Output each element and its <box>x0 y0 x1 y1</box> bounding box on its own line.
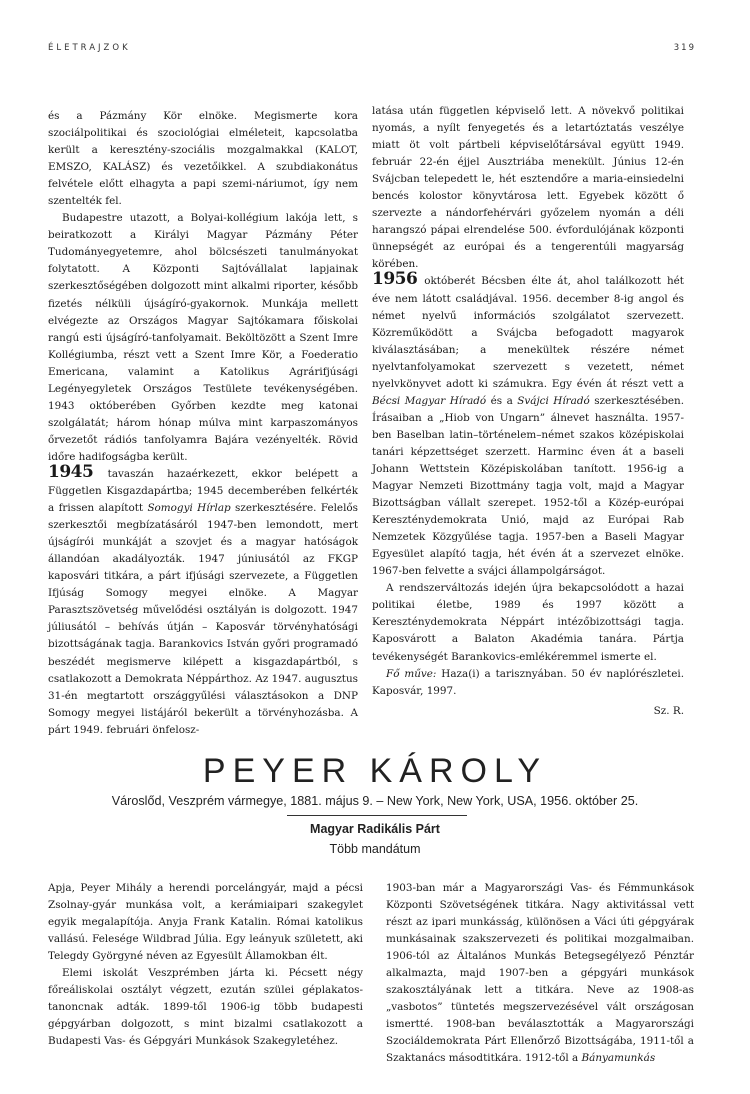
paragraph-text: és a <box>486 394 518 407</box>
paragraph: Apja, Peyer Mihály a herendi porcelángyár, majd a pécsi Zsolnay-gyár munkása volt, a kerámiaipari szakegylet egyik megalapítója. Anyja Frank Katalin. Római katolikus vallású. Felesége Wildbrad Júlia. Egy leányuk született, aki Telegdy Györgyné néven az Egyesült Államokban élt. <box>48 882 363 963</box>
year-initial: 1945 <box>48 461 94 482</box>
section-title: ÉLETRAJZOK <box>48 43 131 53</box>
newspaper-title: Svájci Híradó <box>517 394 590 407</box>
main-work-paragraph <box>372 666 684 700</box>
paragraph: latása után független képviselő lett. A növekvő politikai nyomás, a nyílt fenyegetés és a letartóztatás veszélye miatt öt volt pártbeli képviselőtársával együtt 1949. február 22-én éjjel Ausztriába menekült. Június 12-én Svájcban telepedett le, hét esztendőre a maria-einsiedelni bencés kolostor könyvtárosa lett. Egyebek között ő szervezte a nándorfehérvári győzelem nyomán a déli harangszó pápai elrendelése 500. évfordulójának központi ünnepségét az európai és a tengerentúli magyarság körében. <box>372 105 684 271</box>
entry-party: Magyar Radikális Párt <box>310 822 440 836</box>
year-initial: 1956 <box>372 269 418 290</box>
main-work-label: Fő műve: <box>386 667 437 680</box>
entry-left-column <box>48 880 363 1050</box>
paragraph: és a Pázmány Kör elnöke. Megismerte kora szociálpolitikai és szociológiai elméleteit, kapcsolatba került a keresztény-szociális mozgalmakkal (KALOT, EMSZO, KALÁSZ) és vezetőikkel. A szubdiakonátus felvétele előtt elhagyta a papi szemi-náriumot, így nem szentelték fel. <box>48 110 358 208</box>
newspaper-title: Bányamunkás <box>581 1052 656 1065</box>
paragraph-year-1956 <box>372 269 684 580</box>
paragraph: Elemi iskolát Veszprémben járta ki. Pécsett négy főreáliskolai osztályt végzett, ezután szülei géplakatos-tanoncnak adták. 1899-től 1906-ig több budapesti gépgyárban dolgozott, s mint bizalmi csatlakozott a Budapesti Vas- és Gépgyári Munkások Szakegyletéhez. <box>48 967 363 1048</box>
paragraph-text: Haza(i) a tarisznyában. 50 év naplórészletei. Kaposvár, 1997. <box>372 667 685 697</box>
author-signature: Sz. R. <box>653 704 684 717</box>
running-header <box>48 43 696 53</box>
paragraph-year-1945 <box>48 461 358 739</box>
entry-right-column <box>386 880 694 1068</box>
divider <box>287 815 467 816</box>
paragraph: Budapestre utazott, a Bolyai-kollégium lakója lett, s beiratkozott a Királyi Magyar Pázmány Péter Tudományegyetemre, ahol bölcsészeti tanulmányokat folytatott. A Központi Sajtóvállalat lapjainak szerkesztőségében dolgozott mint alkalmi riporter, később fizetés nélküli újságíró-gyakornok. Munkája mellett elvégezte az Országos Magyar Sajtókamara főiskolai rangú esti újságíró-tanfolyamait. Beköltözött a Szent Imre Kollégiumba, részt vett a Szent Imre Kör, a Foederatio Emericana, valamint a Katolikus Agrárifjúsági Legényegyletek Országos Testülete tevékenységében. 1943 októberében Győrben kezdte meg katonai szolgálatát; három hónap múlva mint karpaszományos őrvezetőt rádiós tanfolyamra Bajára vezényelték. Rövid időre hadifogságba került. <box>48 212 358 463</box>
newspaper-title: Bécsi Magyar Híradó <box>372 394 487 407</box>
paragraph-text: tavaszán hazaérkezett, ekkor belépett a Független Kisgazdapártba; 1945 decemberében felkérték a frissen alapított <box>48 467 358 515</box>
paragraph-text: szerkesztésére. Felelős szerkesztői megbízatásáról 1947-ben lemondott, mert újságírói munkáját a szovjet és a magyar hatóságok állandóan akadályozták. 1947 júniusától az FKGP kaposvári titkára, a párt ifjúsági szervezete, a Független Ifjúság Somogy megyei elnöke. A Magyar Parasztszövetség művelődési osztályán is dolgozott. 1947 júliusától – behívás útján – Kaposvár törvényhatósági bizottságának tagja. Barankovics István győri programadó beszédét megismerve kilépett a kisgazdapártból, s csatlakozott a Demokrata Néppárthoz. Az 1947. augusztus 31-én megtartott országgyűlési választásokon a DNP Somogy megyei listájáról bekerült a törvényhozásba. A párt 1949. februári önfelosz- <box>48 502 358 736</box>
entry-mandate: Több mandátum <box>329 842 421 856</box>
page-number: 319 <box>673 43 696 53</box>
paragraph: A rendszerváltozás idején újra bekapcsolódott a hazai politikai életbe, 1989 és 1997 között a Kereszténydemokrata Néppárt intézőbizottsági tagja. Kaposvárott a Balaton Akadémia tanára. Pártja tevékenységét Barankovics-emlékéremmel ismerte el. <box>372 582 684 663</box>
entry-name: PEYER KÁROLY <box>202 752 548 790</box>
prev-entry-left-column <box>48 108 358 739</box>
paragraph <box>386 880 694 1068</box>
paragraph-text: 1903-ban már a Magyarországi Vas- és Fémmunkások Központi Szövetségének titkára. Nagy aktivitással vett részt az ipari munkásság, különösen a Váci úti gépgyárak munkásainak szakszervezeti és politikai mozgalmaiban. 1906-tól az Általános Munkás Betegsegélyező Pénztár alkalmazta, majd 1907-ben a gépgyári munkások szakosztályának lett a titkára. Neve az 1908-as „vasbotos” tüntetés megszervezésével vált országosan ismertté. 1908-ban beválasztották a Magyarországi Szociáldemokrata Párt Ellenőrző Bizottságába, 1911-től a Szaktanács másodtitkára. 1912-től a <box>386 882 694 1065</box>
paragraph-text: októberét Bécsben élte át, ahol találkozott hét éve nem látott családjával. 1956. december 8-ig angol és német nyelvű információs szolgálatot szervezett. Közreműködött a Svájcba befogadott magyarok kiválasztásában; a menekültek részére német nyelvtanfolyamokat szervezett s vezetett, német nyelvkönyvet adott ki számukra. Egy évén át részt vett a <box>372 275 684 390</box>
entry-dates: Városlőd, Veszprém vármegye, 1881. május 9. – New York, New York, USA, 1956. október 25. <box>111 794 639 808</box>
paragraph-text: szerkesztésében. Írásaiban a „Hiob von Ungarn” álnevet használta. 1957-ben Baselban latin–történelem–német szakos középiskolai tanári képzettséget szerzett. Harminc éven át a baseli Johann Wettstein Középiskolában tanított. 1956-ig a Magyar Nemzeti Bizottmány tagja volt, majd a Magyar Bizottságban vállalt szerepet. 1952-től a Közép-európai Kereszténydemokrata Unió, majd az Európai Rab Nemzetek Közgyűlése tagja. 1957-ben a Baseli Magyar Egyesület alapító tagja, hét évén át a szervezet elnöke. 1967-ben felvette a svájci állampolgárságot. <box>372 394 684 578</box>
prev-entry-right-column <box>372 103 684 720</box>
newspaper-title: Somogyi Hírlap <box>147 502 231 515</box>
